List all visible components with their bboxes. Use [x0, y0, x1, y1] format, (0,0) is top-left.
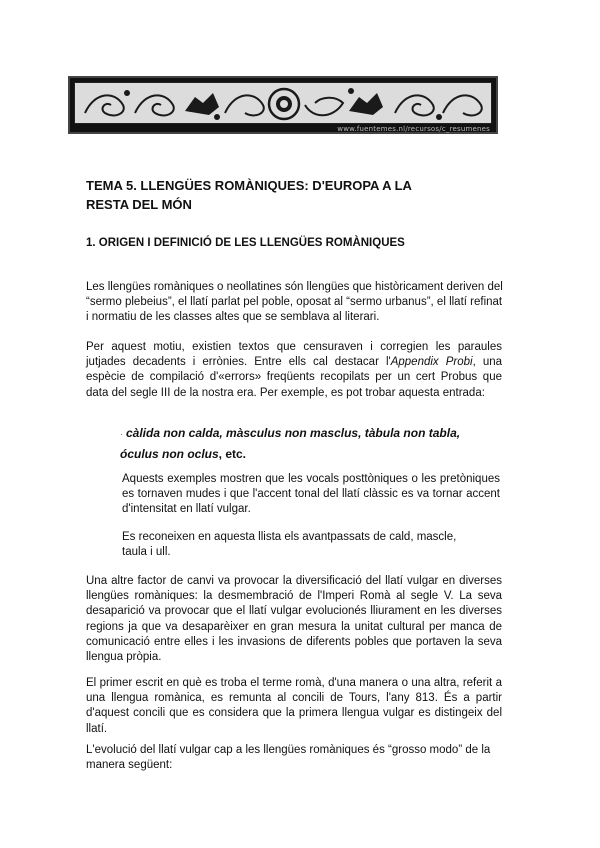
ornamental-banner — [68, 76, 498, 134]
paragraph-appendix-probi — [86, 340, 502, 401]
paragraph-vowels: Aquests exemples mostren que les vocals posttòniques o les pretòniques es tornaven mudes i que l'accent tonal del llatí clàssic es va tornar accent d'intensitat en llatí vulgar. — [122, 473, 500, 516]
banner-frame — [74, 82, 492, 124]
paragraph-empire: Una altre factor de canvi va provocar la diversificació del llatí vulgar en diverses llengües romàniques: la desmembració de l'Imperi Romà al segle V. La seva desaparició va provocar que el llatí vulgar evolucionés lliurament en les diverses regions ja que va desaparèixer en gran mesura la unitat cultural per manca de comunicació entre elles i les invasions de diferents pobles que portaven la seva llengua pròpia. — [86, 575, 502, 664]
para2-text-before: Per aquest motiu, existien textos que censuraven i corregien les paraules jutjades decadents i errònies. Entre ells cal destacar l' — [86, 341, 502, 369]
quote-line-2: óculus non oclus — [120, 447, 219, 461]
paragraph-ancestors: Es reconeixen en aquesta llista els avantpassats de cald, mascle, taula i ull. — [122, 531, 457, 559]
page-title — [86, 176, 486, 214]
paragraph-intro: Les llengües romàniques o neollatines són llengües que històricament deriven del “sermo plebeius”, el llatí parlat pel poble, oposat al “sermo urbanus”, el llatí refinat i normatiu de les classes altes que se semblava al literari. — [86, 281, 503, 324]
section-heading: 1. ORIGEN I DEFINICIÓ DE LES LLENGÜES ROMÀNIQUES — [86, 237, 405, 249]
para2-text-after: , una espècie de compilació d'«errors» freqüents recopilats per un cert Probus que data del segle III de la nostra era. Per exemple, es pot trobar aquesta entrada: — [86, 356, 503, 399]
quote-line-1: càlida non calda, màsculus non masclus, tàbula non tabla, — [126, 426, 461, 440]
title-line-2: RESTA DEL MÓN — [86, 197, 192, 212]
quote-line-2-tail: , etc. — [218, 447, 247, 461]
banner-watermark-url: www.fuentemes.nl/recursos/c_resumenes — [337, 125, 490, 133]
paragraph-tours: El primer escrit en què es troba el terme romà, d'una manera o una altra, referit a una llengua romànica, es remunta al concili de Tours, l'any 813. És a partir d'aquest concili que es considera que la primera llengua vulgar es distingeix del llatí. — [86, 677, 502, 735]
bullet-icon: · — [120, 429, 123, 439]
title-line-1: TEMA 5. LLENGÜES ROMÀNIQUES: D'EUROPA A LA — [86, 178, 412, 193]
example-quote — [120, 423, 500, 464]
appendix-probi-title: Appendix Probi — [390, 356, 473, 369]
paragraph-evolution: L'evolució del llatí vulgar cap a les llengües romàniques és “grosso modo” de la manera següent: — [86, 744, 491, 772]
ornament-pattern-icon — [75, 83, 492, 124]
